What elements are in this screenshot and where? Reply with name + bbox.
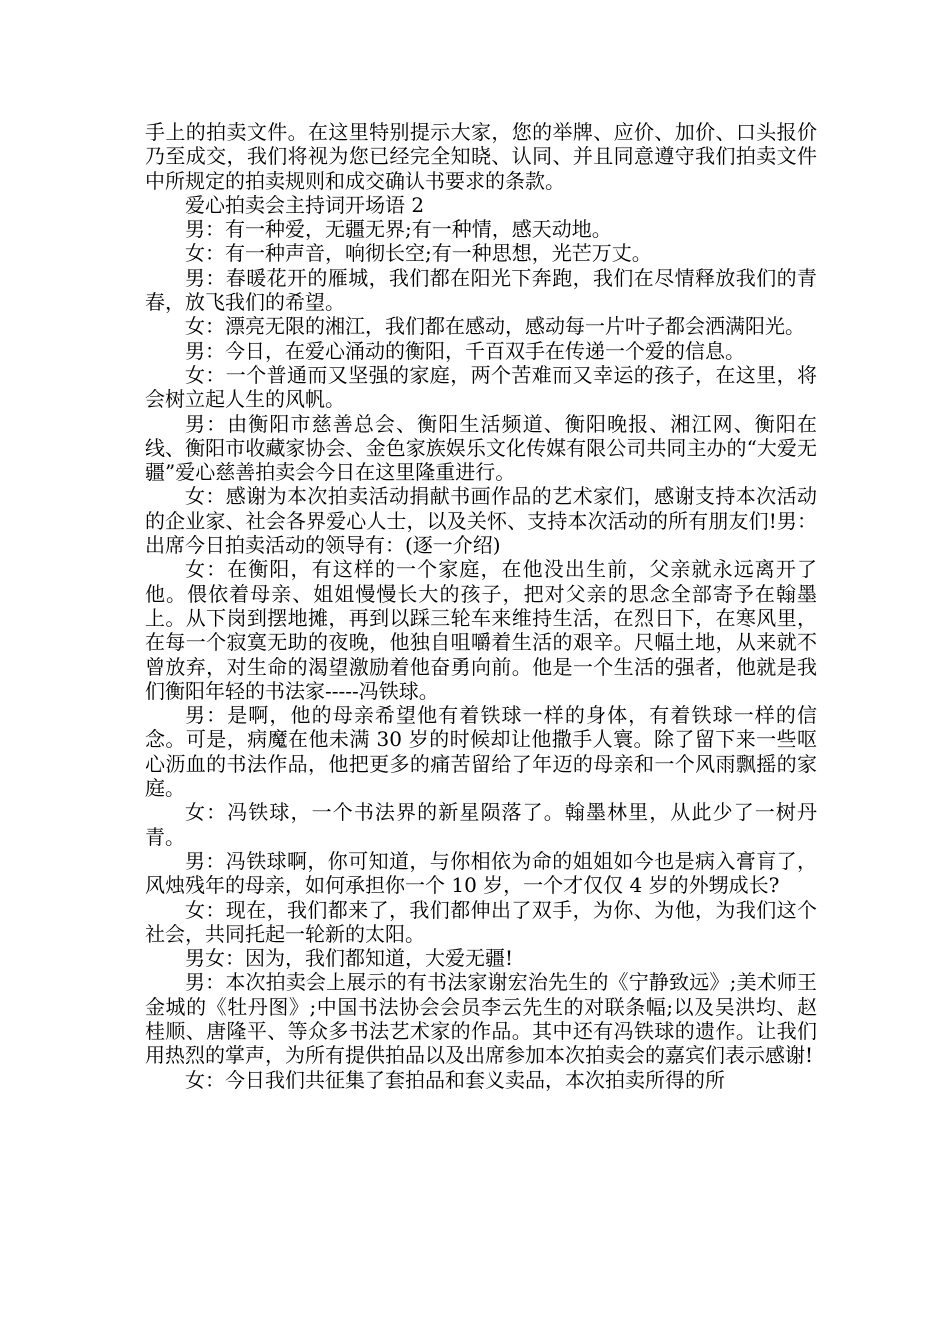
section-heading: 爱心拍卖会主持词开场语 2 — [185, 192, 425, 217]
paragraph: 男：春暖花开的雁城，我们都在阳光下奔跑，我们在尽情释放我们的青春，放飞我们的希望。 — [145, 265, 817, 315]
paragraph: 女：在衡阳，有这样的一个家庭，在他没出生前，父亲就永远离开了他。偎依着母亲、姐姐慢慢长大的孩子，把对父亲的思念全部寄予在翰墨上。从下岗到摆地摊，再到以踩三轮车来维持生活，在烈日下，在寒风里，在每一个寂寞无助的夜晚，他独自咀嚼着生活的艰辛。尺幅土地，从来就不曾放弃，对生命的渴望激励着他奋勇向前。他是一个生活的强者，他就是我们衡阳年轻的书法家-----冯铁球。 — [145, 557, 817, 703]
paragraph: 女：感谢为本次拍卖活动捐献书画作品的艺术家们，感谢支持本次活动的企业家、社会各界爱心人士，以及关怀、支持本次活动的所有朋友们!男：出席今日拍卖活动的领导有：(逐一介绍) — [145, 484, 817, 558]
paragraph: 男：是啊，他的母亲希望他有着铁球一样的身体，有着铁球一样的信念。可是，病魔在他未满 30 岁的时候却让他撒手人寰。除了留下来一些呕心沥血的书法作品，他把更多的痛苦留给了年迈的母亲和一个风雨飘摇的家庭。 — [145, 703, 817, 801]
paragraph: 女：一个普通而又坚强的家庭，两个苦难而又幸运的孩子，在这里，将会树立起人生的风帆。 — [145, 362, 817, 412]
paragraph: 男：今日，在爱心涌动的衡阳，千百双手在传递一个爱的信息。 — [185, 338, 745, 363]
paragraph: 女：现在，我们都来了，我们都伸出了双手，为你、为他，为我们这个社会，共同托起一轮新的太阳。 — [145, 897, 817, 946]
document-page — [145, 120, 817, 1092]
paragraph: 女：今日我们共征集了套拍品和套义卖品，本次拍卖所得的所 — [185, 1067, 725, 1092]
paragraph: 女：有一种声音，响彻长空;有一种思想，光芒万丈。 — [185, 241, 652, 266]
paragraph: 女：漂亮无限的湘江，我们都在感动，感动每一片叶子都会洒满阳光。 — [185, 314, 805, 339]
paragraph: 男：有一种爱，无疆无界;有一种情，感天动地。 — [185, 217, 612, 242]
paragraph-continuation: 手上的拍卖文件。在这里特别提示大家，您的举牌、应价、加价、口头报价乃至成交，我们将视为您已经完全知晓、认同、并且同意遵守我们拍卖文件中所规定的拍卖规则和成交确认书要求的条款。 — [145, 120, 817, 193]
paragraph: 男：本次拍卖会上展示的有书法家谢宏治先生的《宁静致远》;美术师王金城的《牡丹图》;中国书法协会会员李云先生的对联条幅;以及吴洪均、赵桂顺、唐隆平、等众多书法艺术家的作品。其中还有冯铁球的遗作。让我们用热烈的掌声，为所有提供拍品以及出席参加本次拍卖会的嘉宾们表示感谢! — [145, 970, 817, 1068]
paragraph: 男：冯铁球啊，你可知道，与你相依为命的姐姐如今也是病入膏肓了，风烛残年的母亲，如何承担你一个 10 岁，一个才仅仅 4 岁的外甥成长? — [145, 848, 817, 898]
paragraph: 男：由衡阳市慈善总会、衡阳生活频道、衡阳晚报、湘江网、衡阳在线、衡阳市收藏家协会、金色家族娱乐文化传媒有限公司共同主办的“大爱无疆”爱心慈善拍卖会今日在这里隆重进行。 — [145, 411, 817, 485]
paragraph: 女：冯铁球，一个书法界的新星陨落了。翰墨林里，从此少了一树丹青。 — [145, 800, 817, 849]
paragraph: 男女：因为，我们都知道，大爱无疆! — [185, 946, 514, 971]
